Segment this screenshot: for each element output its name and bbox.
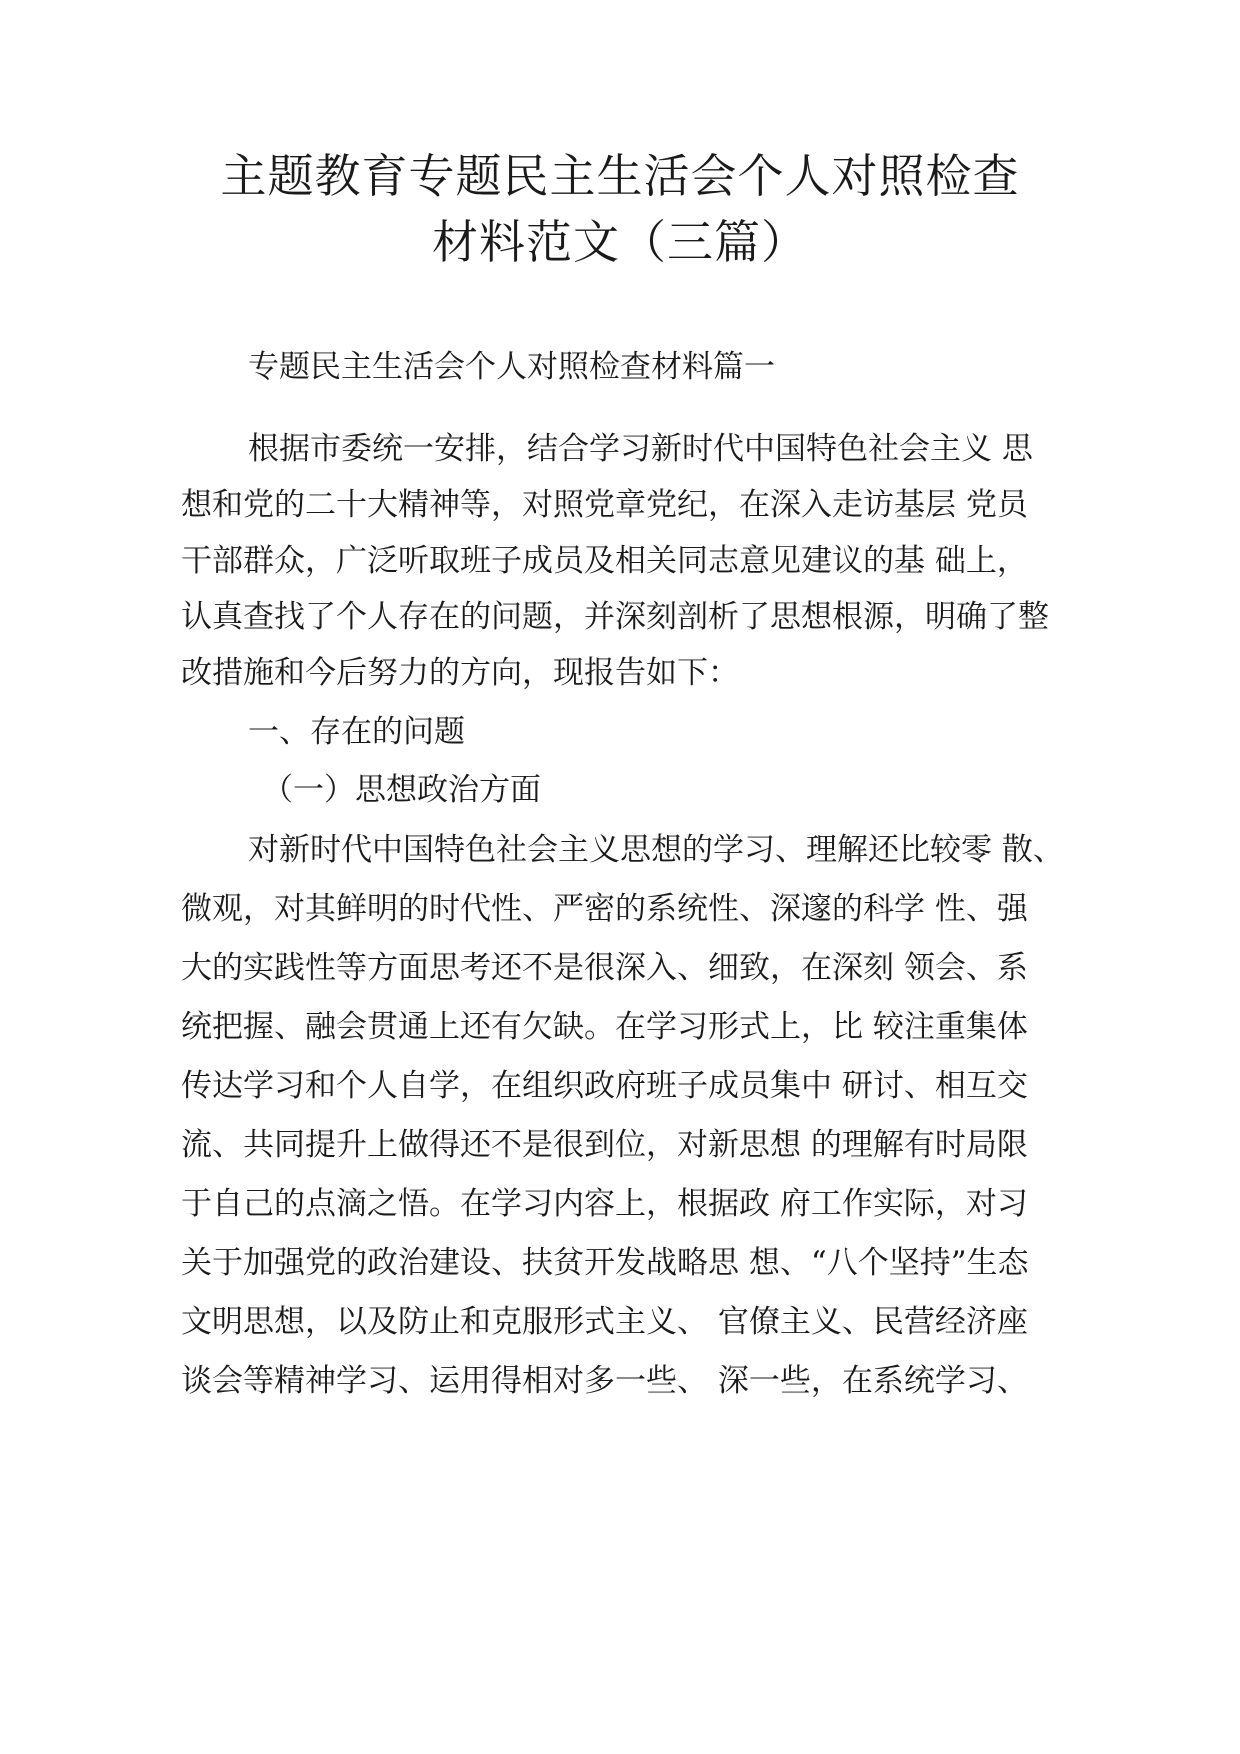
paragraph-2-line-6: 流、共同提升上做得还不是很到位，对新思想 的理解有时局限 (181, 1127, 1028, 1163)
heading-ideological-political: （一）思想政治方面 (262, 772, 541, 808)
document-title-line-1: 主题教育专题民主生活会个人对照检查 (220, 149, 1020, 203)
paragraph-1-line-1: 根据市委统一安排，结合学习新时代中国特色社会主义 思 (248, 431, 1033, 467)
paragraph-2-line-3: 大的实践性等方面思考还不是很深入、细致，在深刻 领会、系 (181, 950, 1028, 986)
paragraph-1-line-5: 改措施和今后努力的方向，现报告如下： (181, 655, 739, 691)
paragraph-2-line-9: 文明思想，以及防止和克服形式主义、 官僚主义、民营经济座 (181, 1304, 1028, 1340)
paragraph-2-line-4: 统把握、融会贯通上还有欠缺。在学习形式上，比 较注重集体 (181, 1009, 1028, 1045)
paragraph-1-line-3: 干部群众，广泛听取班子成员及相关同志意见建议的基 础上， (181, 543, 1028, 579)
paragraph-2-line-1: 对新时代中国特色社会主义思想的学习、理解还比较零 散、 (248, 832, 1064, 868)
document-title-line-2: 材料范文（三篇） (432, 215, 808, 269)
paragraph-2-line-8: 关于加强党的政治建设、扶贫开发战略思 想、“八个坚持”生态 (181, 1245, 1029, 1281)
paragraph-2-line-5: 传达学习和个人自学，在组织政府班子成员集中 研讨、相互交 (181, 1068, 1028, 1104)
section-subtitle: 专题民主生活会个人对照检查材料篇一 (248, 349, 775, 385)
paragraph-2-line-7: 于自己的点滴之悟。在学习内容上，根据政 府工作实际，对习 (181, 1186, 1028, 1222)
paragraph-2-line-2: 微观，对其鲜明的时代性、严密的系统性、深邃的科学 性、强 (181, 891, 1028, 927)
paragraph-1-line-2: 想和党的二十大精神等，对照党章党纪，在深入走访基层 党员 (181, 487, 1028, 523)
paragraph-1-line-4: 认真查找了个人存在的问题，并深刻剖析了思想根源，明确了整 (181, 599, 1049, 635)
heading-existing-problems: 一、存在的问题 (248, 714, 465, 750)
paragraph-2-line-10: 谈会等精神学习、运用得相对多一些、 深一些，在系统学习、 (181, 1363, 1028, 1399)
